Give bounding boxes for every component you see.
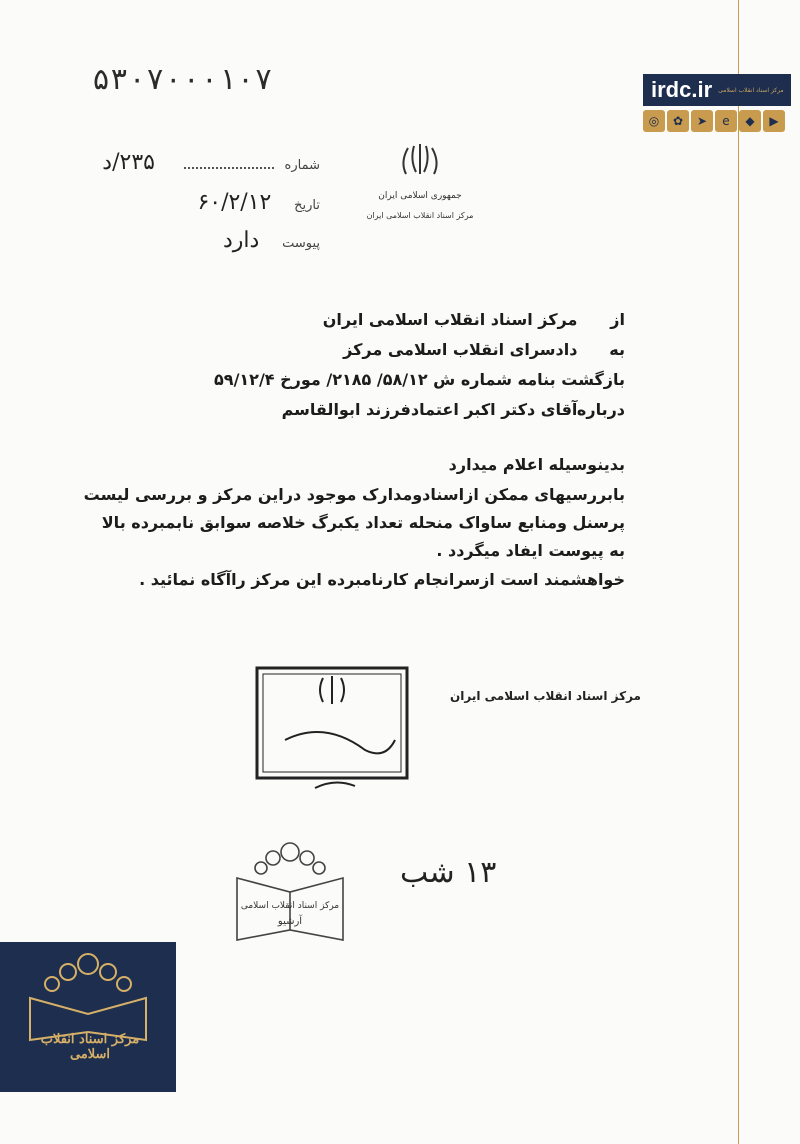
paragraph-1: بدینوسیله اعلام میدارد bbox=[448, 455, 625, 474]
attachment-field bbox=[223, 228, 320, 253]
telegram-icon[interactable]: ➤ bbox=[691, 110, 713, 132]
badge-top bbox=[643, 74, 791, 106]
archive-stamp bbox=[225, 830, 355, 950]
attachment-label: پیوست bbox=[282, 236, 320, 251]
eitaa-icon[interactable]: e bbox=[715, 110, 737, 132]
subject-value: آقای دکتر اکبر اعتمادفرزند ابوالقاسم bbox=[281, 400, 578, 419]
handwritten-note: ۱۳ شب bbox=[400, 855, 497, 890]
from-value: مرکز اسناد انقلاب اسلامی ایران bbox=[322, 310, 578, 329]
stamp-icon bbox=[245, 660, 641, 785]
to-line bbox=[343, 340, 625, 359]
from-label: از bbox=[610, 310, 625, 329]
archive-line1: مرکز اسناد انقلاب اسلامی bbox=[240, 901, 340, 911]
site-name[interactable]: irdc.ir bbox=[651, 77, 713, 102]
to-value: دادسرای انقلاب اسلامی مرکز bbox=[343, 340, 578, 359]
dots bbox=[184, 167, 274, 169]
archive-line2: آرشیو bbox=[277, 916, 303, 927]
stamp-text: مرکز اسناد انقلاب اسلامی ایران bbox=[450, 689, 641, 703]
to-label: به bbox=[609, 340, 625, 359]
logo-emblem-icon bbox=[0, 942, 176, 1042]
emblem-line2: مرکز اسناد انقلاب اسلامی ایران bbox=[366, 211, 474, 220]
site-mini-text: مرکز اسناد انقلاب اسلامی bbox=[718, 86, 784, 94]
emblem-icon bbox=[366, 140, 474, 240]
paragraph-3: پرسنل ومنابع ساواک منحله تعداد یکبرگ خلاصه سوابق نابمبرده بالا bbox=[101, 513, 625, 532]
from-line bbox=[323, 310, 625, 329]
archive-emblem-icon bbox=[225, 830, 355, 950]
official-stamp bbox=[245, 660, 641, 785]
rubika-icon[interactable]: ◆ bbox=[739, 110, 761, 132]
paragraph-2: بابررسیهای ممکن ازاسنادومدارک موجود دراین مرکز و بررسی لیست bbox=[83, 485, 625, 504]
subject-label: درباره bbox=[576, 400, 625, 419]
frame-line bbox=[738, 0, 739, 1144]
paragraph-4: به پیوست ایفاد میگردد . bbox=[436, 541, 625, 560]
emblem-line1: جمهوری اسلامی ایران bbox=[378, 191, 462, 201]
center-logo bbox=[0, 942, 176, 1092]
site-badge bbox=[643, 74, 791, 140]
instagram-icon[interactable]: ◎ bbox=[643, 110, 665, 132]
number-field bbox=[102, 150, 320, 175]
date-label: تاریخ bbox=[294, 198, 320, 213]
reference-line: بازگشت بنامه شماره ش ۵۸/۱۲/ ۲۱۸۵/ مورخ ۵۹/۱۲/۴ bbox=[214, 370, 625, 389]
republic-emblem bbox=[366, 140, 474, 240]
youtube-icon[interactable]: ▶ bbox=[763, 110, 785, 132]
subject-line bbox=[282, 400, 625, 419]
date-field bbox=[197, 190, 320, 215]
date-value: ۶۰/۲/۱۲ bbox=[197, 190, 272, 215]
paragraph-5: خواهشمند است ازسرانجام کارنامبرده این مرکز راآگاه نمائید . bbox=[139, 570, 625, 589]
number-value: ۲۳۵/د bbox=[102, 150, 155, 175]
social-icons bbox=[643, 110, 791, 132]
number-label: شماره bbox=[284, 158, 320, 173]
attachment-value: دارد bbox=[222, 228, 260, 253]
logo-text: مرکز اسناد انقلاب اسلامی bbox=[40, 1032, 140, 1062]
aparat-icon[interactable]: ✿ bbox=[667, 110, 689, 132]
archive-number: ۵۳۰۷۰۰۰۱۰۷ bbox=[92, 62, 273, 97]
